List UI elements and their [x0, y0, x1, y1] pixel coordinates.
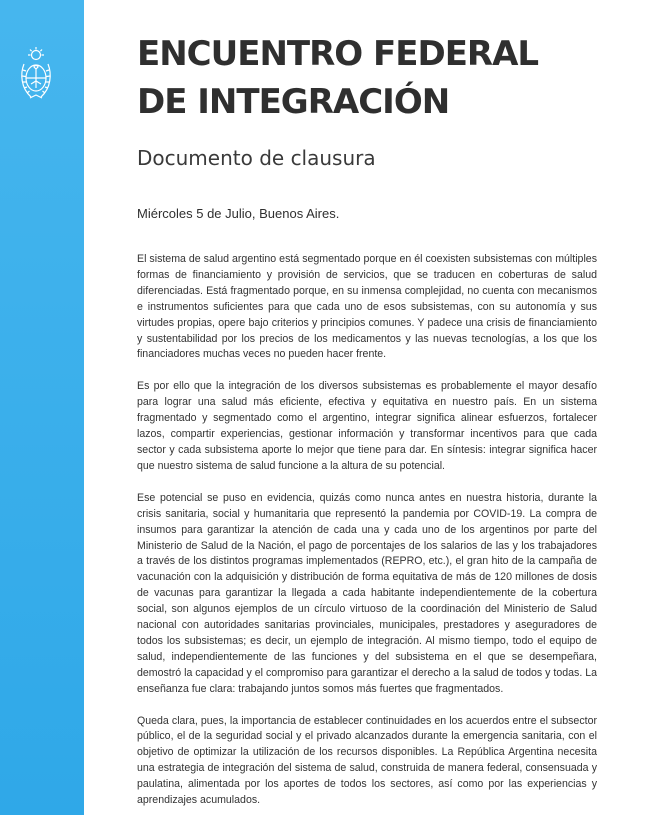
- paragraph: Ese potencial se puso en evidencia, quizás como nunca antes en nuestra historia, durante la crisis sanitaria, social y humanitaria que representó la pandemia por COVID-19. La compra de insumos para garantizar la atención de cada una y cada uno de los argentinos por parte del Ministerio de Salud de la Nación, el pago de porcentajes de los salarios de las y los trabajadores a través de los distintos programas implementados (REPRO, etc.), el gran hito de la campaña de vacunación con la adquisición y distribución de forma equitativa de más de 120 millones de dosis de vacunas para garantizar la llegada a cada habitante independientemente de la cobertura social, son algunos ejemplos de un círculo virtuoso de la coordinación del Ministerio de Salud nacional con autoridades sanitarias provinciales, municipales, prestadores y aseguradores de todos los subsistemas; es decir, un ejemplo de integración. Al mismo tiempo, todo el equipo de salud, independientemente de las funciones y del subsistema en el que se desempeñara, demostró la capacidad y el compromiso para garantizar el derecho a la salud de todos y todas. La enseñanza fue clara: trabajando juntos somos más fuertes que fragmentados.: [137, 491, 597, 695]
- document-subtitle: Documento de clausura: [137, 146, 376, 170]
- paragraph: El sistema de salud argentino está segmentado porque en él coexisten subsistemas con múltiples formas de financiamiento y provisión de servicios, que se traducen en coberturas de salud diferenciadas. Está fragmentado porque, en su inmensa complejidad, no cuenta con mecanismos e instrumentos suficientes para que cada uno de esos subsistemas, con su autonomía y sus virtudes propias, opere bajo criterios y principios comunes. Y padece una crisis de financiamiento y sustentabilidad por los precios de los medicamentos y las nuevas tecnologías, a los que los financiadores muchas veces no pueden hacer frente.: [137, 253, 597, 361]
- document-page: [84, 0, 645, 815]
- title-line-2: DE INTEGRACIÓN: [137, 82, 450, 122]
- document-title: [137, 30, 627, 126]
- dateline: Miércoles 5 de Julio, Buenos Aires.: [137, 206, 340, 221]
- coat-of-arms-icon: [19, 44, 53, 104]
- paragraph: Queda clara, pues, la importancia de establecer continuidades en los acuerdos entre el subsector público, el de la seguridad social y el privado alcanzados durante la emergencia sanitaria, con el objetivo de optimizar la utilización de los recursos disponibles. La República Argentina necesita una estrategia de integración del sistema de salud, construida de manera federal, consensuada y paulatina, alimentada por los aportes de todos los sectores, así como por las experiencias y aprendizajes acumulados.: [137, 714, 597, 807]
- title-line-1: ENCUENTRO FEDERAL: [137, 34, 539, 74]
- body-text: [137, 252, 597, 825]
- paragraph: Es por ello que la integración de los diversos subsistemas es probablemente el mayor desafío para lograr una salud más eficiente, efectiva y equitativa en nuestro país. En un sistema fragmentado y segmentado como el argentino, integrar significa alinear esfuerzos, fortalecer lazos, compartir experiencias, gestionar información y transformar incentivos para que cada sector y cada subsistema aporte lo mejor que tiene para dar. En síntesis: integrar significa hacer que nuestro sistema de salud funcione a la altura de su potencial.: [137, 380, 597, 472]
- sidebar-band: [0, 0, 84, 815]
